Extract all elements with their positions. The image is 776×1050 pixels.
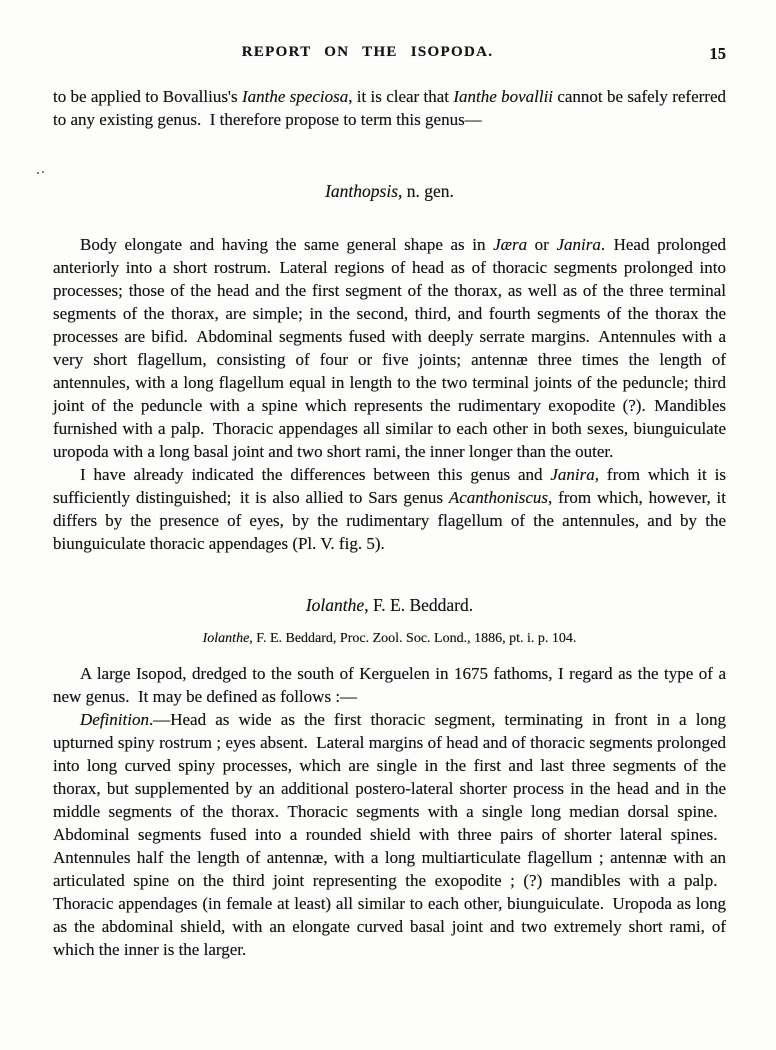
paragraph-continuation-intro: to be applied to Bovallius's Ianthe speciosa, it is clear that Ianthe bovallii cannot be safely referred to any existing genus. I therefore propose to term this genus— [53, 87, 727, 129]
citation-iolanthe: Iolanthe, F. E. Beddard, Proc. Zool. Soc. Lond., 1886, pt. i. p. 104. [202, 631, 577, 646]
paragraph-iolanthe-intro: A large Isopod, dredged to the south of Kerguelen in 1675 fathoms, I regard as the type of a new genus. It may be defined as follows :— [53, 664, 726, 706]
paragraph-ianthopsis-description: Body elongate and having the same general shape as in Jæra or Janira. Head prolonged anteriorly into a short rostrum. Lateral regions of head as of thoracic segments prolonged into processes; those of the head and the first segment of the thorax, as well as of the three terminal segments of the thorax, are simple; in the second, third, and fourth segments of the thorax the processes are bifid. Abdominal segments fused with deeply serrate margins. Antennules with a very short flagellum, consisting of four or five joints; antennæ three times the length of antennules, with a long flagellum equal in length to the two terminal joints of the peduncle; third joint of the peduncle with a spine which represents the rudimentary exopodite (?). Mandibles furnished with a palp. Thoracic appendages all similar to each other in both sexes, biunguiculate uropoda with a long basal joint and two short rami, the inner longer than the outer. [53, 235, 726, 461]
heading-iolanthe: Iolanthe, F. E. Beddard. [305, 595, 474, 615]
page-number: 15 [709, 44, 726, 63]
heading-ianthopsis: Ianthopsis, n. gen. [325, 181, 454, 201]
scan-speck-artifact [37, 172, 39, 174]
page-header [53, 44, 726, 64]
paragraph-ianthopsis-comparison: I have already indicated the differences between this genus and Janira, from which it is sufficiently distinguished; it is also allied to Sars genus Acanthoniscus, from which, however, it differs by the presence of eyes, by the rudimentary flagellum of the antennules, and by the biunguiculate thoracic appendages (Pl. V. fig. 5). [53, 465, 726, 553]
text-column [53, 0, 726, 961]
running-title: REPORT ON THE ISOPODA. [241, 44, 494, 60]
paragraph-iolanthe-definition: Definition.—Head as wide as the first thoracic segment, terminating in front in a long upturned spiny rostrum ; eyes absent. Lateral margins of head and of thoracic segments prolonged into long curved spiny processes, which are single in the first and last three segments of the thorax, but supplemented by an additional postero-lateral shorter process in the head and in the middle segments of the thorax. Thoracic segments with a single long median dorsal spine. Abdominal segments fused into a rounded shield with three pairs of shorter lateral spines. Antennules half the length of antennæ, with a long multiarticulate flagellum ; antennæ with an articulated spine on the third joint representing the exopodite ; (?) mandibles with a palp. Thoracic appendages (in female at least) all similar to each other, biunguiculate. Uropoda as long as the abdominal shield, with an elongate curved basal joint and two extremely short rami, of which the inner is the larger. [53, 710, 726, 959]
